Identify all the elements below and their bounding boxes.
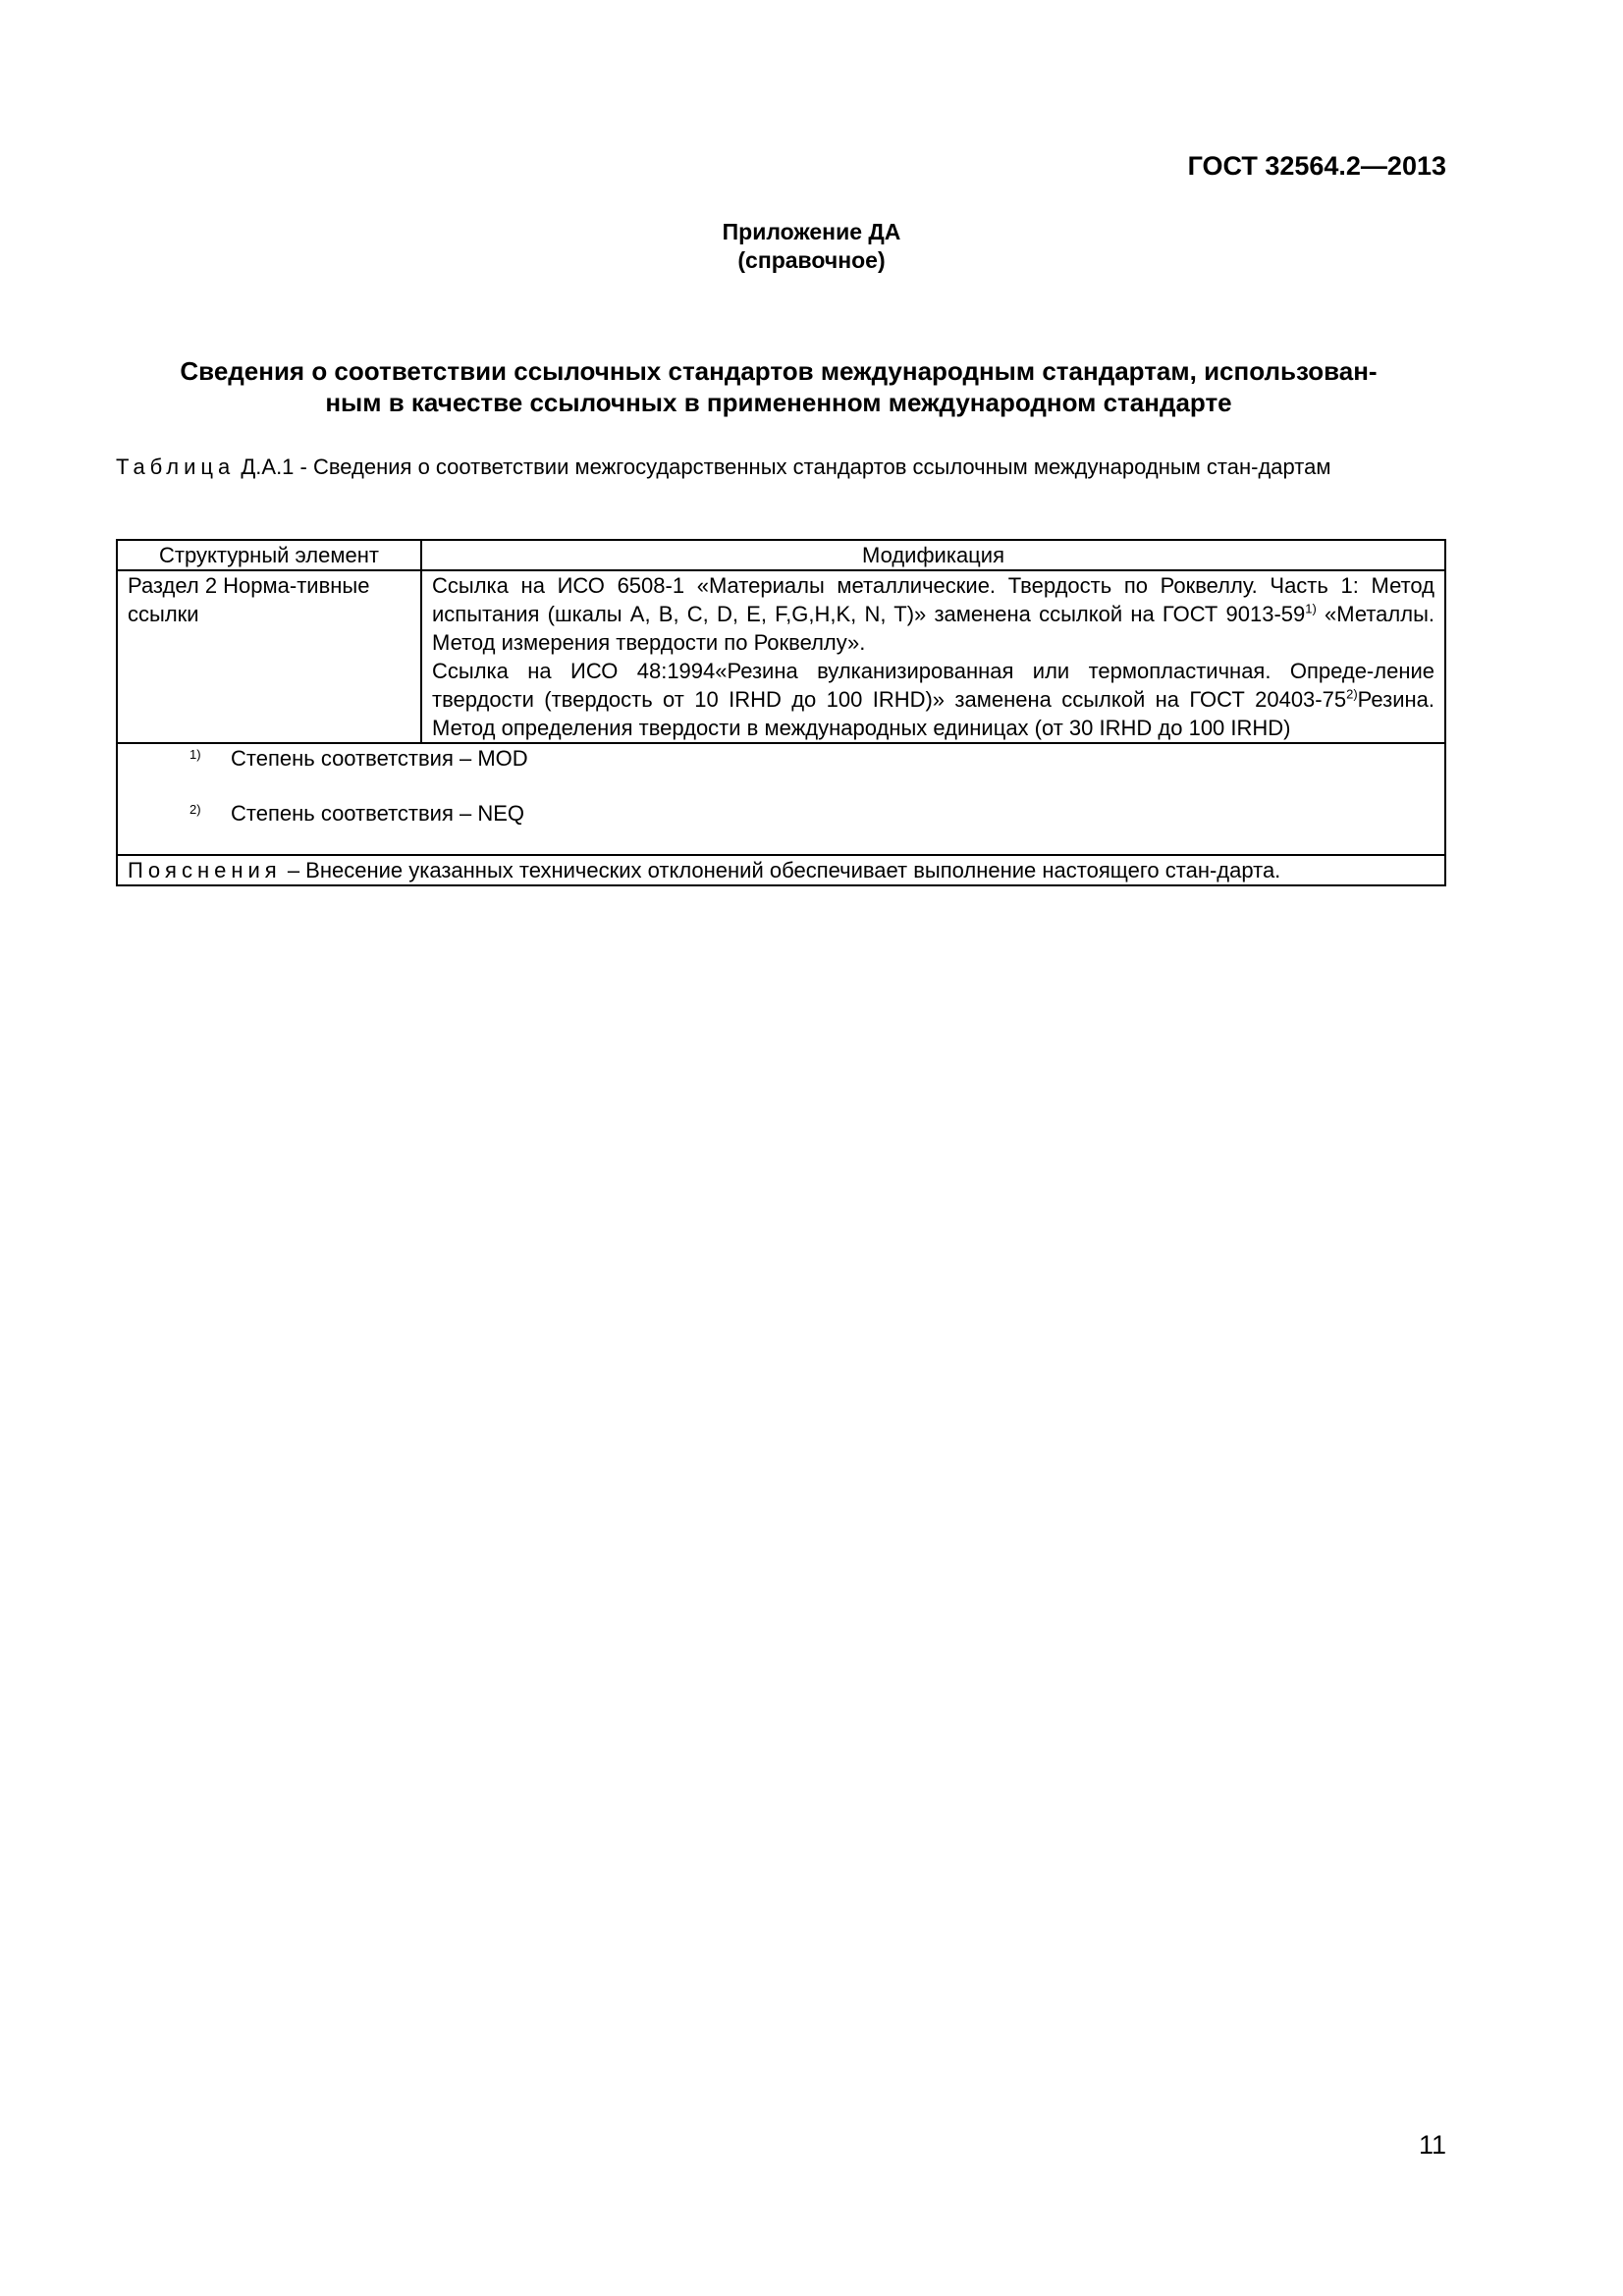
table-header-row bbox=[117, 540, 1445, 570]
footnote-ref-2: 2) bbox=[1346, 686, 1358, 702]
note-label: Пояснения bbox=[128, 858, 282, 882]
note-cell bbox=[117, 855, 1445, 885]
footnote-2 bbox=[189, 799, 525, 828]
footnote-ref-1: 1) bbox=[1305, 601, 1317, 616]
table-caption-text: Д.А.1 - Сведения о соответствии межгосударственных стандартов ссылочным международным стан-дартам bbox=[235, 454, 1331, 479]
heading-line-2: ным в качестве ссылочных в примененном международном стандарте bbox=[325, 388, 1232, 417]
footnote-1-text: Степень соответствия – MOD bbox=[231, 746, 528, 771]
modification-paragraph-1 bbox=[432, 571, 1434, 657]
document-code: ГОСТ 32564.2—2013 bbox=[1187, 151, 1446, 181]
note-row bbox=[117, 855, 1445, 885]
table-caption bbox=[116, 454, 1441, 480]
heading-line-1: Сведения о соответствии ссылочных стандартов международным стандартам, использован- bbox=[180, 356, 1378, 386]
note-text: – Внесение указанных технических отклонений обеспечивает выполнение настоящего стан-дарта. bbox=[281, 858, 1281, 882]
correspondence-table bbox=[116, 539, 1446, 886]
appendix-title: Приложение ДА bbox=[722, 219, 901, 244]
cell-structural-element: Раздел 2 Норма-тивные ссылки bbox=[117, 570, 421, 743]
footnote-2-text: Степень соответствия – NEQ bbox=[231, 801, 525, 826]
modification-1-text: Ссылка на ИСО 6508-1 «Материалы металлические. Твердость по Роквеллу. Часть 1: Метод испытания (шкалы A, B, C, D, E, F,G,H,K, N, T)» заменена ссылкой на ГОСТ 9013-59 bbox=[432, 573, 1434, 626]
page-number: 11 bbox=[1418, 2130, 1446, 2160]
footnote-1-marker: 1) bbox=[189, 747, 201, 762]
cell-modification bbox=[421, 570, 1445, 743]
section-heading bbox=[116, 355, 1441, 418]
modification-2-text-end: Резина. Метод определения твердости в международных единицах (от 30 IRHD до 100 IRHD) bbox=[432, 687, 1434, 740]
header-modification: Модификация bbox=[421, 540, 1445, 570]
appendix-subtitle: (справочное) bbox=[737, 247, 886, 273]
modification-1-text-end: «Металлы. Метод измерения твердости по Роквеллу». bbox=[432, 602, 1435, 655]
appendix-block bbox=[0, 218, 1623, 275]
header-structural-element: Структурный элемент bbox=[117, 540, 421, 570]
table-caption-label: Таблица bbox=[116, 454, 236, 479]
footnotes-cell bbox=[117, 743, 1445, 855]
modification-2-text: Ссылка на ИСО 48:1994«Резина вулканизированная или термопластичная. Опреде-ление твердости (твердость от 10 IRHD до 100 IRHD)» заменена ссылкой на ГОСТ 20403-75 bbox=[432, 659, 1434, 712]
footnotes-row bbox=[117, 743, 1445, 855]
table-row bbox=[117, 570, 1445, 743]
modification-paragraph-2 bbox=[432, 657, 1434, 742]
footnote-2-marker: 2) bbox=[189, 802, 201, 817]
footnote-1 bbox=[189, 744, 528, 773]
